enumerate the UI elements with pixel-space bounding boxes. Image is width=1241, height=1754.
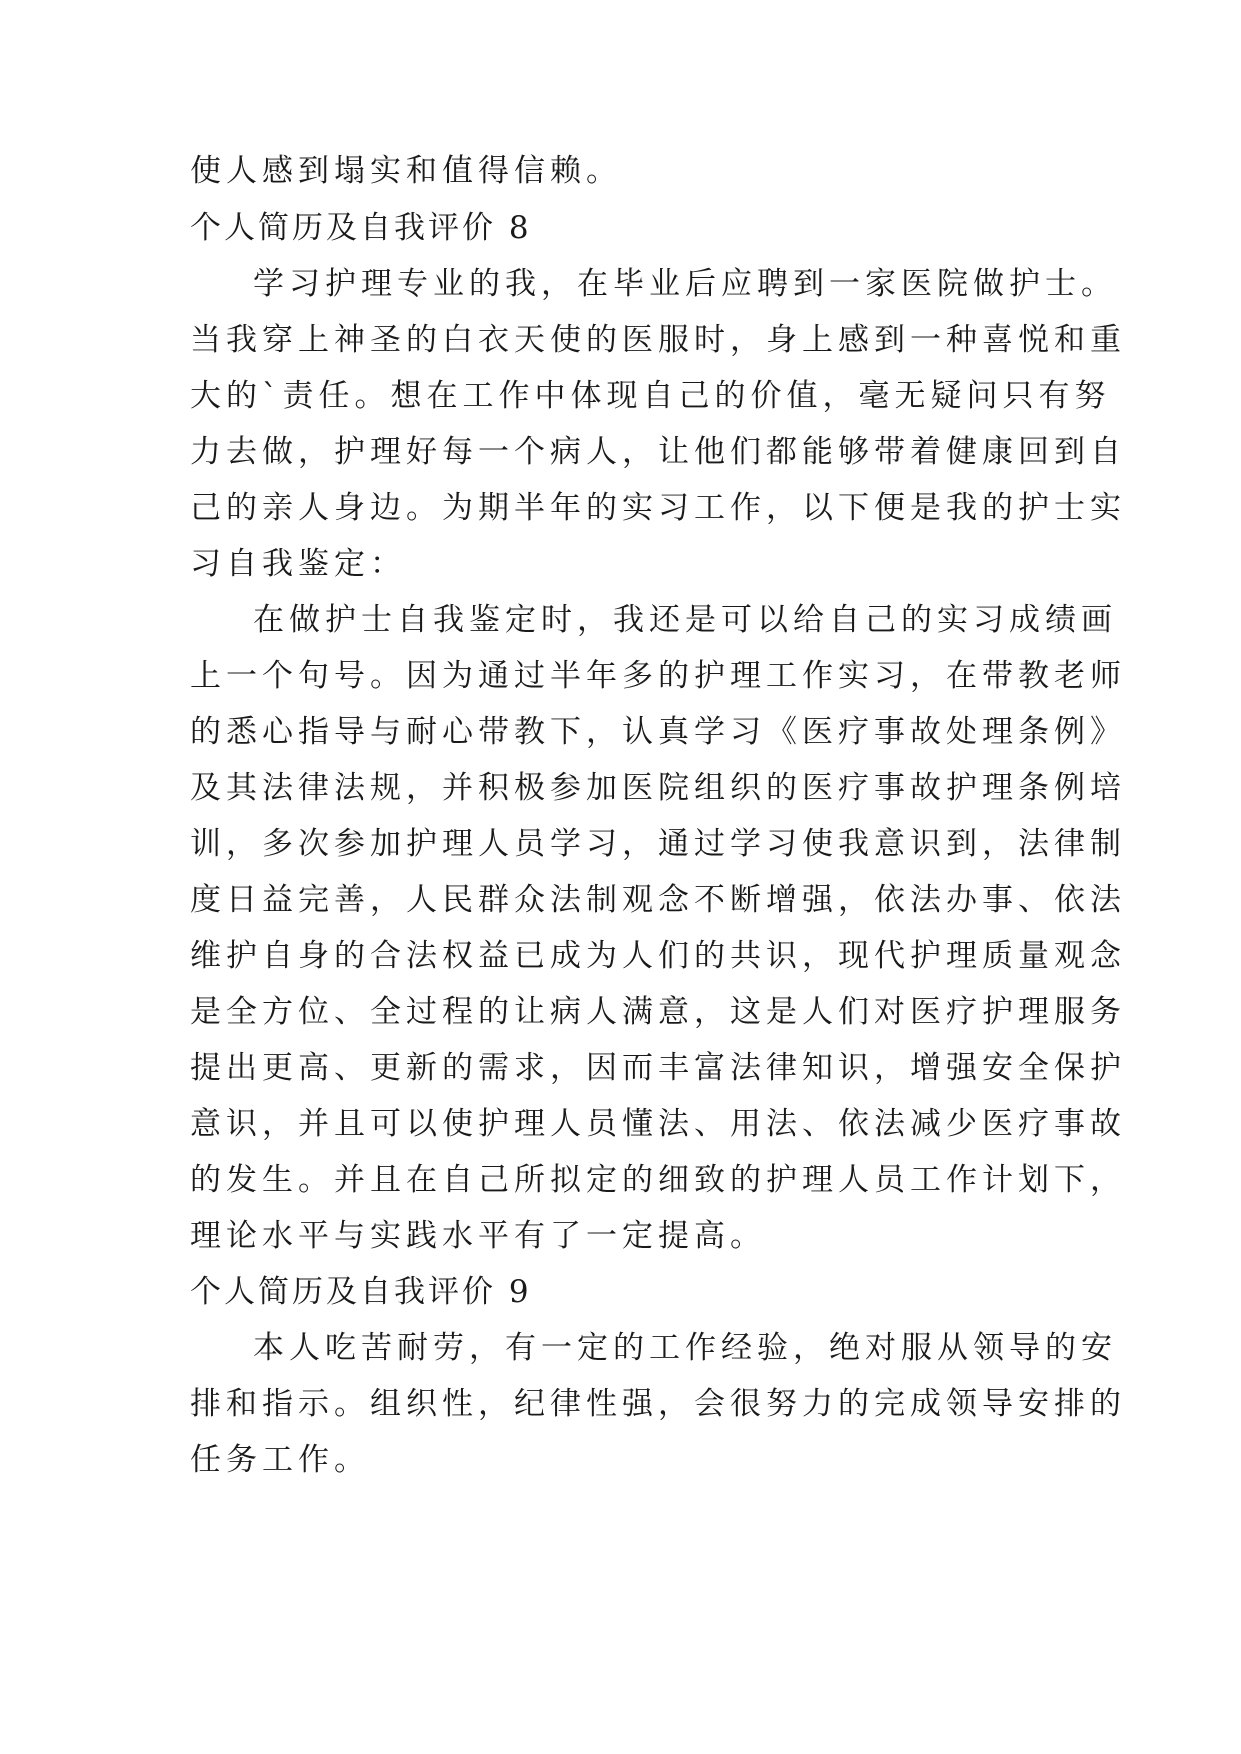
paragraph-line: 的悉心指导与耐心带教下，认真学习《医疗事故处理条例》 [190,714,1126,750]
paragraph-line: 排和指示。组织性，纪律性强，会很努力的完成领导安排的 [190,1386,1126,1422]
paragraph-line: 学习护理专业的我，在毕业后应聘到一家医院做护士。 [253,266,1117,302]
paragraph-line: 是全方位、全过程的让病人满意，这是人们对医疗护理服务 [190,994,1126,1030]
paragraph-line: 的发生。并且在自己所拟定的细致的护理人员工作计划下， [190,1162,1126,1198]
paragraph-line: 使人感到塌实和值得信赖。 [190,153,622,189]
paragraph-line: 度日益完善，人民群众法制观念不断增强，依法办事、依法 [190,882,1126,918]
paragraph-line: 己的亲人身边。为期半年的实习工作，以下便是我的护士实 [190,490,1126,526]
paragraph-line: 任务工作。 [190,1442,370,1478]
paragraph-line: 意识，并且可以使护理人员懂法、用法、依法减少医疗事故 [190,1106,1126,1142]
paragraph-line: 训，多次参加护理人员学习，通过学习使我意识到，法律制 [190,826,1126,862]
paragraph-line: 本人吃苦耐劳，有一定的工作经验，绝对服从领导的安 [253,1330,1117,1366]
section-heading: 个人简历及自我评价 8 [190,210,532,246]
paragraph-line: 及其法律法规，并积极参加医院组织的医疗事故护理条例培 [190,770,1126,806]
paragraph-line: 大的`责任。想在工作中体现自己的价值，毫无疑问只有努 [190,378,1111,414]
paragraph-line: 理论水平与实践水平有了一定提高。 [190,1218,766,1254]
paragraph-line: 在做护士自我鉴定时，我还是可以给自己的实习成绩画 [253,602,1117,638]
paragraph-line: 当我穿上神圣的白衣天使的医服时，身上感到一种喜悦和重 [190,322,1126,358]
paragraph-line: 提出更高、更新的需求，因而丰富法律知识，增强安全保护 [190,1050,1126,1086]
paragraph-line: 上一个句号。因为通过半年多的护理工作实习，在带教老师 [190,658,1126,694]
paragraph-line: 习自我鉴定： [190,546,406,582]
paragraph-line: 维护自身的合法权益已成为人们的共识，现代护理质量观念 [190,938,1126,974]
section-heading: 个人简历及自我评价 9 [190,1274,532,1310]
paragraph-line: 力去做，护理好每一个病人，让他们都能够带着健康回到自 [190,434,1126,470]
